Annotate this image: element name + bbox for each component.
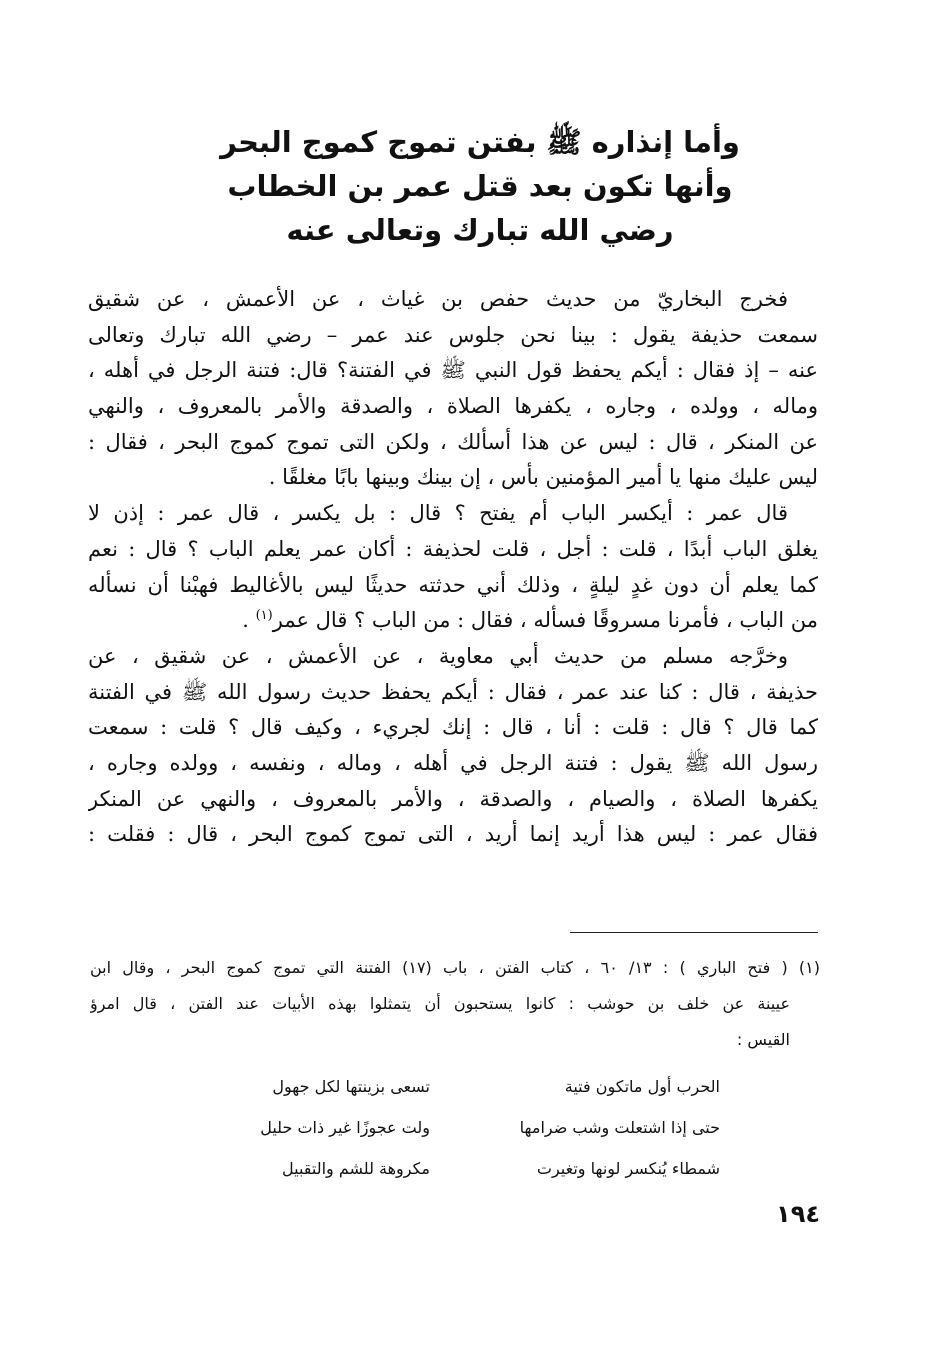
verse-second-hemistich: مكروهة للشم والتقبيل — [282, 1159, 430, 1178]
text-line: سمعت حذيفة يقول : بينا نحن جلوس عند عمر – رضي الله تبارك وتعالى — [88, 322, 818, 347]
text-line: فخرج البخاريّ من حديث حفص بن غياث ، عن الأعمش ، عن شقيق — [88, 287, 788, 311]
main-text — [88, 282, 818, 853]
chapter-heading — [150, 120, 810, 252]
verse-first-hemistich: حتى إذا اشتعلت وشب ضرامها — [519, 1118, 720, 1137]
text-line: قال عمر : أيكسر الباب أم يفتح ؟ قال : بل يكسر ، قال عمر : إذن لا — [88, 501, 788, 526]
text-line-content: من الباب ، فأمرنا مسروقًا فسأله ، فقال : من الباب ؟ قال عمر — [272, 608, 818, 633]
text-line: عن المنكر ، قال : ليس عن هذا أسألك ، ولكن التى تموج كموج البحر ، فقال : — [88, 429, 818, 454]
verse-first-hemistich: شمطاء يُنكسر لونها وتغيرت — [536, 1159, 720, 1178]
poem — [150, 1066, 720, 1189]
text-line: يكفرها الصلاة ، والصيام ، والصدقة ، والأمر بالمعروف ، والنهي عن المنكر — [88, 786, 818, 811]
text-line: وخرَّجه مسلم من حديث أبي معاوية ، عن الأعمش ، عن شقيق ، عن — [88, 643, 788, 668]
heading-line: رضي الله تبارك وتعالى عنه — [286, 213, 674, 247]
verse-first-hemistich: الحرب أول ماتكون فتية — [564, 1077, 720, 1096]
text-line: ليس عليك منها يا أمير المؤمنين بأس ، إن بينك وبينها بابًا مغلقًا . — [268, 465, 818, 490]
footnote-line: (١) ( فتح الباري ) : ١٣/ ٦٠ ، كتاب الفتن ، باب (١٧) الفتنة التي تموج كموج البحر ، وقال ابن — [90, 958, 820, 977]
poem-verse — [150, 1107, 720, 1148]
footnote-line: عيينة عن خلف بن حوشب : كانوا يستحبون أن يتمثلوا بهذه الأبيات عند الفتن ، قال امرؤ — [90, 994, 790, 1013]
footnote-ref[interactable]: (١) — [255, 608, 273, 624]
footnote — [90, 950, 820, 1058]
footnote-divider — [570, 932, 818, 933]
footnote-line: القيس : — [736, 1030, 790, 1049]
line-end: . — [242, 608, 256, 633]
text-line: كما قال ؟ قال : قلت : أنا ، قال : إنك لجريء ، وكيف قال ؟ قلت : سمعت — [88, 715, 818, 740]
text-line: عنه – إذ فقال : أيكم يحفظ قول النبي ﷺ في الفتنة؟ قال: فتنة الرجل في أهله ، — [88, 358, 818, 383]
verse-second-hemistich: تسعى بزينتها لكل جهول — [272, 1077, 430, 1096]
text-line — [88, 603, 818, 639]
poem-verse — [150, 1066, 720, 1107]
text-line: رسول الله ﷺ يقول : فتنة الرجل في أهله ، وماله ، ونفسه ، وولده وجاره ، — [88, 750, 818, 775]
heading-line: وأما إنذاره ﷺ بفتن تموج كموج البحر — [220, 125, 740, 159]
heading-line: وأنها تكون بعد قتل عمر بن الخطاب — [227, 169, 733, 203]
poem-verse — [150, 1148, 720, 1189]
text-line: وماله ، وولده ، وجاره ، يكفرها الصلاة ، والصدقة والأمر بالمعروف ، والنهي — [88, 394, 818, 419]
text-line: فقال عمر : ليس هذا أريد إنما أريد ، التى تموج كموج البحر ، قال : فقلت : — [88, 822, 818, 847]
verse-second-hemistich: ولت عجوزًا غير ذات حليل — [260, 1118, 430, 1137]
text-line: يغلق الباب أبدًا ، قلت : أجل ، قلت لحذيفة : أكان عمر يعلم الباب ؟ قال : نعم — [88, 536, 818, 561]
page-number: ١٩٤ — [776, 1200, 820, 1228]
text-line: حذيفة ، قال : كنا عند عمر ، فقال : أيكم يحفظ حديث رسول الله ﷺ في الفتنة — [88, 679, 818, 704]
text-line: كما يعلم أن دون غدٍ ليلةٍ ، وذلك أني حدثته حديثًا ليس بالأغاليط فهبْنا أن نسأله — [88, 572, 818, 597]
